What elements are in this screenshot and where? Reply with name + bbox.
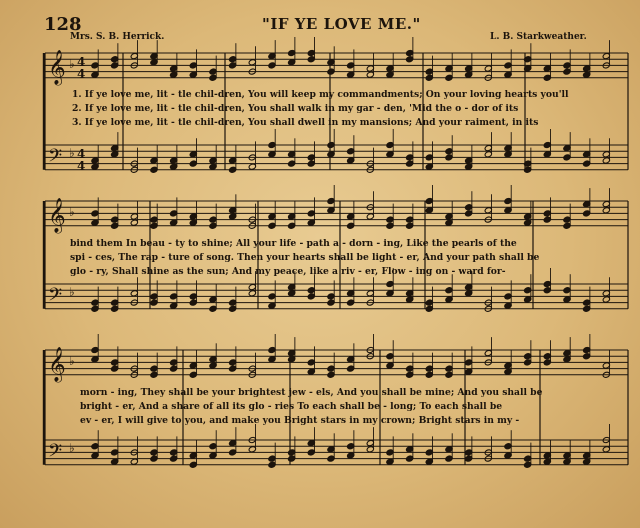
bass-clef-icon: 𝄢 bbox=[48, 146, 63, 171]
page-number: 128 bbox=[44, 14, 82, 35]
flat-icon: ♭ bbox=[69, 441, 75, 455]
bass-clef-icon: 𝄢 bbox=[48, 441, 63, 466]
treble-clef-icon: 𝄞 bbox=[48, 50, 66, 85]
lyric-line-s2-v3: glo - ry, Shall shine as the sun; And my peace, like a riv - er, Flow - ing on - ward for- bbox=[70, 266, 506, 277]
flat-icon: ♭ bbox=[69, 146, 75, 160]
lyric-line-s3-v3: ev - er, I will give to you, and make you Bright stars in my crown; Bright stars in my - bbox=[80, 415, 520, 426]
composer-credit: L. B. Starkweather. bbox=[490, 32, 587, 42]
lyric-line-s2-v2: spi - ces, The rap - ture of song. Then your hearts shall be light - er, And your path shall be bbox=[70, 252, 540, 263]
lyric-line-s2-v1: bind them In beau - ty to shine; All your life - path a - dorn - ing, Like the pearls of the bbox=[70, 238, 517, 249]
time-signature-icon: 4 bbox=[77, 67, 86, 81]
time-signature-icon: 4 bbox=[77, 147, 86, 161]
flat-icon: ♭ bbox=[69, 205, 75, 219]
lyric-line-s1-v1: 1. If ye love me, lit - tle chil-dren, You will keep my commandments; On your loving hearts you'll bbox=[72, 89, 569, 100]
lyric-line-s3-v2: bright - er, And a share of all its glo - ries To each shall be - long; To each shall be bbox=[80, 401, 503, 412]
flat-icon: ♭ bbox=[69, 354, 75, 368]
lyric-line-s1-v2: 2. If ye love me, lit - tle chil-dren, You shall walk in my gar - den, 'Mid the o - dor of its bbox=[72, 103, 519, 114]
treble-clef-icon: 𝄞 bbox=[48, 347, 66, 382]
treble-clef-icon: 𝄞 bbox=[48, 198, 66, 233]
time-signature-icon: 4 bbox=[77, 55, 86, 69]
flat-icon: ♭ bbox=[69, 57, 75, 71]
time-signature-icon: 4 bbox=[77, 159, 86, 173]
author-credit: Mrs. S. B. Herrick. bbox=[70, 32, 165, 42]
hymn-title: "IF YE LOVE ME." bbox=[262, 15, 421, 33]
lyric-line-s1-v3: 3. If ye love me, lit - tle chil-dren, You shall dwell in my mansions; And your raiment, in its bbox=[72, 117, 539, 128]
flat-icon: ♭ bbox=[69, 285, 75, 299]
bass-clef-icon: 𝄢 bbox=[48, 285, 63, 310]
lyric-line-s3-v1: morn - ing, They shall be your brightest jew - els, And you shall be mine; And you shall be bbox=[80, 387, 543, 398]
